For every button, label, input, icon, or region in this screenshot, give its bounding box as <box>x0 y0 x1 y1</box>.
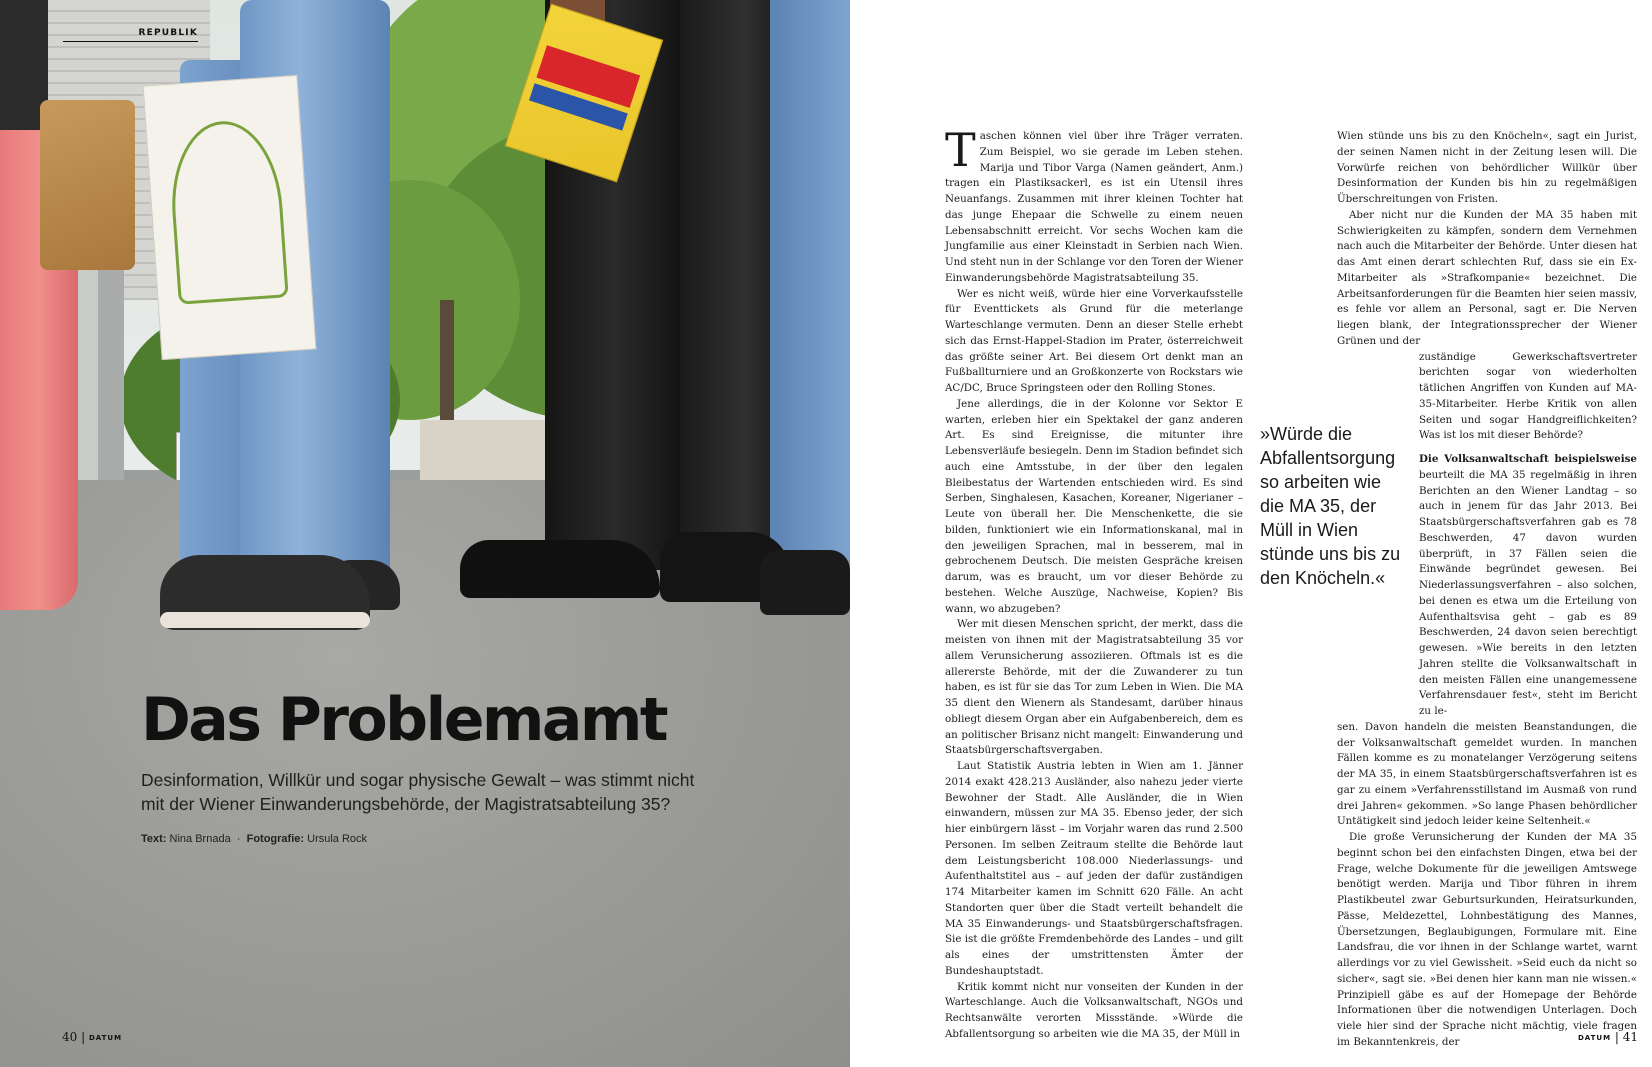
paragraph: Jene allerdings, die in der Kolonne vor Sektor E warten, erleben hier ein Spektakel der ganz anderen Art. Es sind Ereignisse, die mitunter ihre Lebensverläufe besiegeln. Denn im Stadion befindet sich auch eine Amtsstube, in der über den legalen Bleibestatus der Wartenden entschieden wird. Es sind Serben, Singhalesen, Kasachen, Koreaner, Nigerianer – Leute von überall her. Die Menschenkette, die sie bilden, funktioniert wie ein Informationskanal, mal in den jeweiligen Sprachen, mal in besserem, mal in gebrochenem Deutsch. Die meisten Gespräche kreisen darum, was es braucht, um vor dieser Behörde zu bestehen. Welche Auszüge, Nachweise, Kopien? Bis wann, wo abzugeben? <box>945 397 1243 615</box>
person-jeans-leg <box>770 0 850 560</box>
paragraph: Laut Statistik Austria lebten in Wien am 1. Jänner 2014 exakt 428.213 Ausländer, also nahezu jeder vierte Bewohner der Stadt. Alle Ausländer, die in Wien einwandern, müssen zur MA 35. Ebenso jeder, der sich hier einbürgern lässt – im Vorjahr waren das rund 2.500 Personen. Im selben Zeitraum stellte die Behörde laut dem Leistungsbericht 108.000 Niederlassungs- und Aufenthaltstitel aus – auf jeden der dafür zuständigen 174 Mitarbeiter kamen im Schnitt 620 Fälle. An acht Standorten quer über die Stadt verteilt behandelt die MA 35 Einwanderungs- und Staatsbürgerschaftsfragen. Sie ist die größte Fremdenbehörde des Landes – und gilt als eines der umstrittensten Ämter der Bundeshauptstadt. <box>945 760 1243 977</box>
credit-author: Nina Brnada <box>169 833 231 845</box>
paragraph: Wien stünde uns bis zu den Knöcheln«, sagt ein Jurist, der seinen Namen nicht in der Zeitung lesen will. Die Vorwürfe reichen von behördlicher Willkür über Desinformation der Kunden bis hin zu regelmäßigen Überschreitungen von Fristen. <box>1337 130 1637 205</box>
wrapped-text-block <box>1419 350 1637 720</box>
page-number: 40 <box>62 1030 78 1044</box>
page-folio-right: DATUM | 41 <box>1577 1030 1638 1044</box>
page-folio-left: 40 | DATUM <box>62 1030 123 1044</box>
leather-shoe <box>460 540 660 598</box>
paragraph-lead-in: Die Volksanwaltschaft beispielsweise <box>1419 453 1637 465</box>
article-credits <box>141 833 641 845</box>
magazine-name: DATUM <box>1577 1034 1612 1042</box>
credit-separator: · <box>236 833 241 845</box>
paragraph: zuständige Gewerkschaftsvertreter berichten sogar von wiederholten tätlichen Angriffen von Kunden auf MA-35-Mitarbeiter. Herbe Kritik von allen Seiten und sogar Handgreiflichkeiten? Was ist los mit dieser Behörde? <box>1419 350 1637 442</box>
credit-photographer: Ursula Rock <box>307 833 368 845</box>
credit-text-label: Text: <box>141 833 167 845</box>
article-headline: Das Problemamt <box>141 685 667 755</box>
stadium-pillar-shadow <box>98 270 124 510</box>
sneaker-sole <box>160 612 370 628</box>
paragraph: Die große Verunsicherung der Kunden der MA 35 beginnt schon bei den einfachsten Dingen, etwa bei der Frage, welche Dokumente für die jeweiligen Amtswege benötigt werden. Marija und Tibor führen in ihrem Plastikbeutel zwar Geburtsurkunden, Heiratsurkunden, Pässe, Meldezettel, Lohnbestätigung des Mannes, Übersetzungen, Beglaubigungen, Formulare mit. Eine Landsfrau, die vor ihnen in der Schlange wartet, warnt allerdings vor zu viel Gewissheit. »Seid euch da nicht so sicher«, sagt sie. »Bei denen hier kann man nie wissen.« Prinzipiell gäbe es auf der Homepage der Behörde Informationen über die notwendigen Unterlagen. Doch viele hier sind der Sprache nicht mächtig, viele fragen im Bekanntenkreis, der <box>1337 831 1637 1048</box>
paragraph: Aber nicht nur die Kunden der MA 35 haben mit Schwierigkeiten zu kämpfen, sondern dem Vernehmen nach auch die Mitarbeiter der Behörde. Unter diesen hat das Amt einen derart schlechten Ruf, dass sie ein Ex-Mitarbeiter als »Strafkompanie« bezeichnet. Die Arbeitsanforderungen für die Beamten hier seien massiv, es fehle vor allem an Personal, sagt er. Die Nerven liegen blank, der Integrationssprecher der Wiener Grünen und der <box>1337 208 1637 347</box>
section-label: REPUBLIK <box>63 28 198 42</box>
bag-print-tree <box>166 118 288 305</box>
text-column-2 <box>1337 129 1637 1051</box>
article-dek: Desinformation, Willkür und sogar physische Gewalt – was stimmt nicht mit der Wiener Einwanderungsbehörde, der Magistratsabteilung 35? <box>141 770 695 814</box>
paragraph: sen. Davon handeln die meisten Beanstandungen, die der Volksanwaltschaft gemeldet wurden. In manchen Fällen komme es zu monatelanger Verzögerung seitens der MA 35, in einem Staatsbürgerschaftsverfahren ist es gar zu einem »Verfahrensstillstand im Ausmaß von rund drei Jahren« gekommen. »So lange Phasen behördlicher Untätigkeit sind jedoch leider keine Seltenheit.« <box>1337 720 1637 828</box>
text-column-1 <box>945 123 1243 1043</box>
page-number: 41 <box>1622 1030 1638 1044</box>
credit-photo-label: Fotografie: <box>246 833 305 845</box>
drop-cap: T <box>945 123 976 177</box>
text-page <box>850 0 1652 1067</box>
white-plastic-bag <box>143 75 317 360</box>
paragraph: Wer mit diesen Menschen spricht, der merkt, dass die meisten von ihnen mit der Magistratsabteilung 35 vor allem Verunsicherung assoziieren. Oftmals ist es die allererste Behörde, mit der die Zuwanderer zu tun haben, es ist für sie das Tor zum Leben in Wien. Die MA 35 dient den Wienern als Standesamt, darüber hinaus obliegt diesem Organ aber ein Aufgabenbereich, dem es an politischer Brisanz nicht mangelt: Einwanderung und Staatsbürgerschaftsvergaben. <box>945 618 1243 757</box>
paragraph: Kritik kommt nicht nur vonseiten der Kunden in der Warteschlange. Auch die Volksanwaltschaft, NGOs und Rechtsanwälte verorten Missstände. »Würde die Abfallentsorgung so arbeiten wie die MA 35, der Müll in <box>945 980 1243 1040</box>
pull-quote: »Würde die Abfallentsorgung so arbeiten wie die MA 35, der Müll in Wien stünde uns bis zu den Knöcheln.« <box>1260 424 1401 588</box>
paragraph: Taschen können viel über ihre Träger verraten. Zum Beispiel, wo sie gerade im Leben stehen. Marija und Tibor Varga (Namen geändert, Anm.) tragen ein Plastiksackerl, es ist ein Utensil ihres Neuanfangs. Zusammen mit ihrer kleinen Tochter hat das junge Ehepaar die Schwelle zu einem neuen Lebensabschnitt erreicht. Vor sechs Wochen kam die Jungfamilie aus einer Kleinstadt in Serbien nach Wien. Und steht nun in der Schlange vor den Toren der Wiener Einwanderungsbehörde Magistratsabteilung 35. <box>945 123 1243 284</box>
paragraph: Wer es nicht weiß, würde hier eine Vorverkaufsstelle für Eventtickets als Grund für die meterlange Warteschlange vermuten. Denn an dieser Stelle erhebt sich das Ernst-Happel-Stadion im Prater, österreichweit das größte seiner Art. Bei diesem Ort denkt man an Fußballturniere und an Großkonzerte von Rockstars wie AC/DC, Bruce Springsteen oder den Rolling Stones. <box>945 287 1243 394</box>
paragraph: Die Volksanwaltschaft beispielsweise beurteilt die MA 35 regelmäßig in ihren Berichten an den Wiener Landtag – so auch in jenem für das Jahr 2013. Bei Staatsbürgerschaftsverfahren gab es 78 Beschwerden, 47 davon wurden überprüft, in 37 Fällen seien die Einwände begründet gewesen. Bei Niederlassungsverfahren – also solchen, bei denen es etwa um die Erteilung von Aufenthaltsvisa geht – gab es 89 Beschwerden, 24 davon seien berechtigt gewesen. »Wie bereits in den letzten Jahren stellte die Volksanwaltschaft in den meisten Fällen eine unangemessene Verfahrensdauer fest«, steht im Bericht zu le- <box>1419 453 1637 717</box>
brown-handbag <box>40 100 135 270</box>
magazine-name: DATUM <box>88 1034 123 1042</box>
leather-shoe <box>760 550 850 615</box>
